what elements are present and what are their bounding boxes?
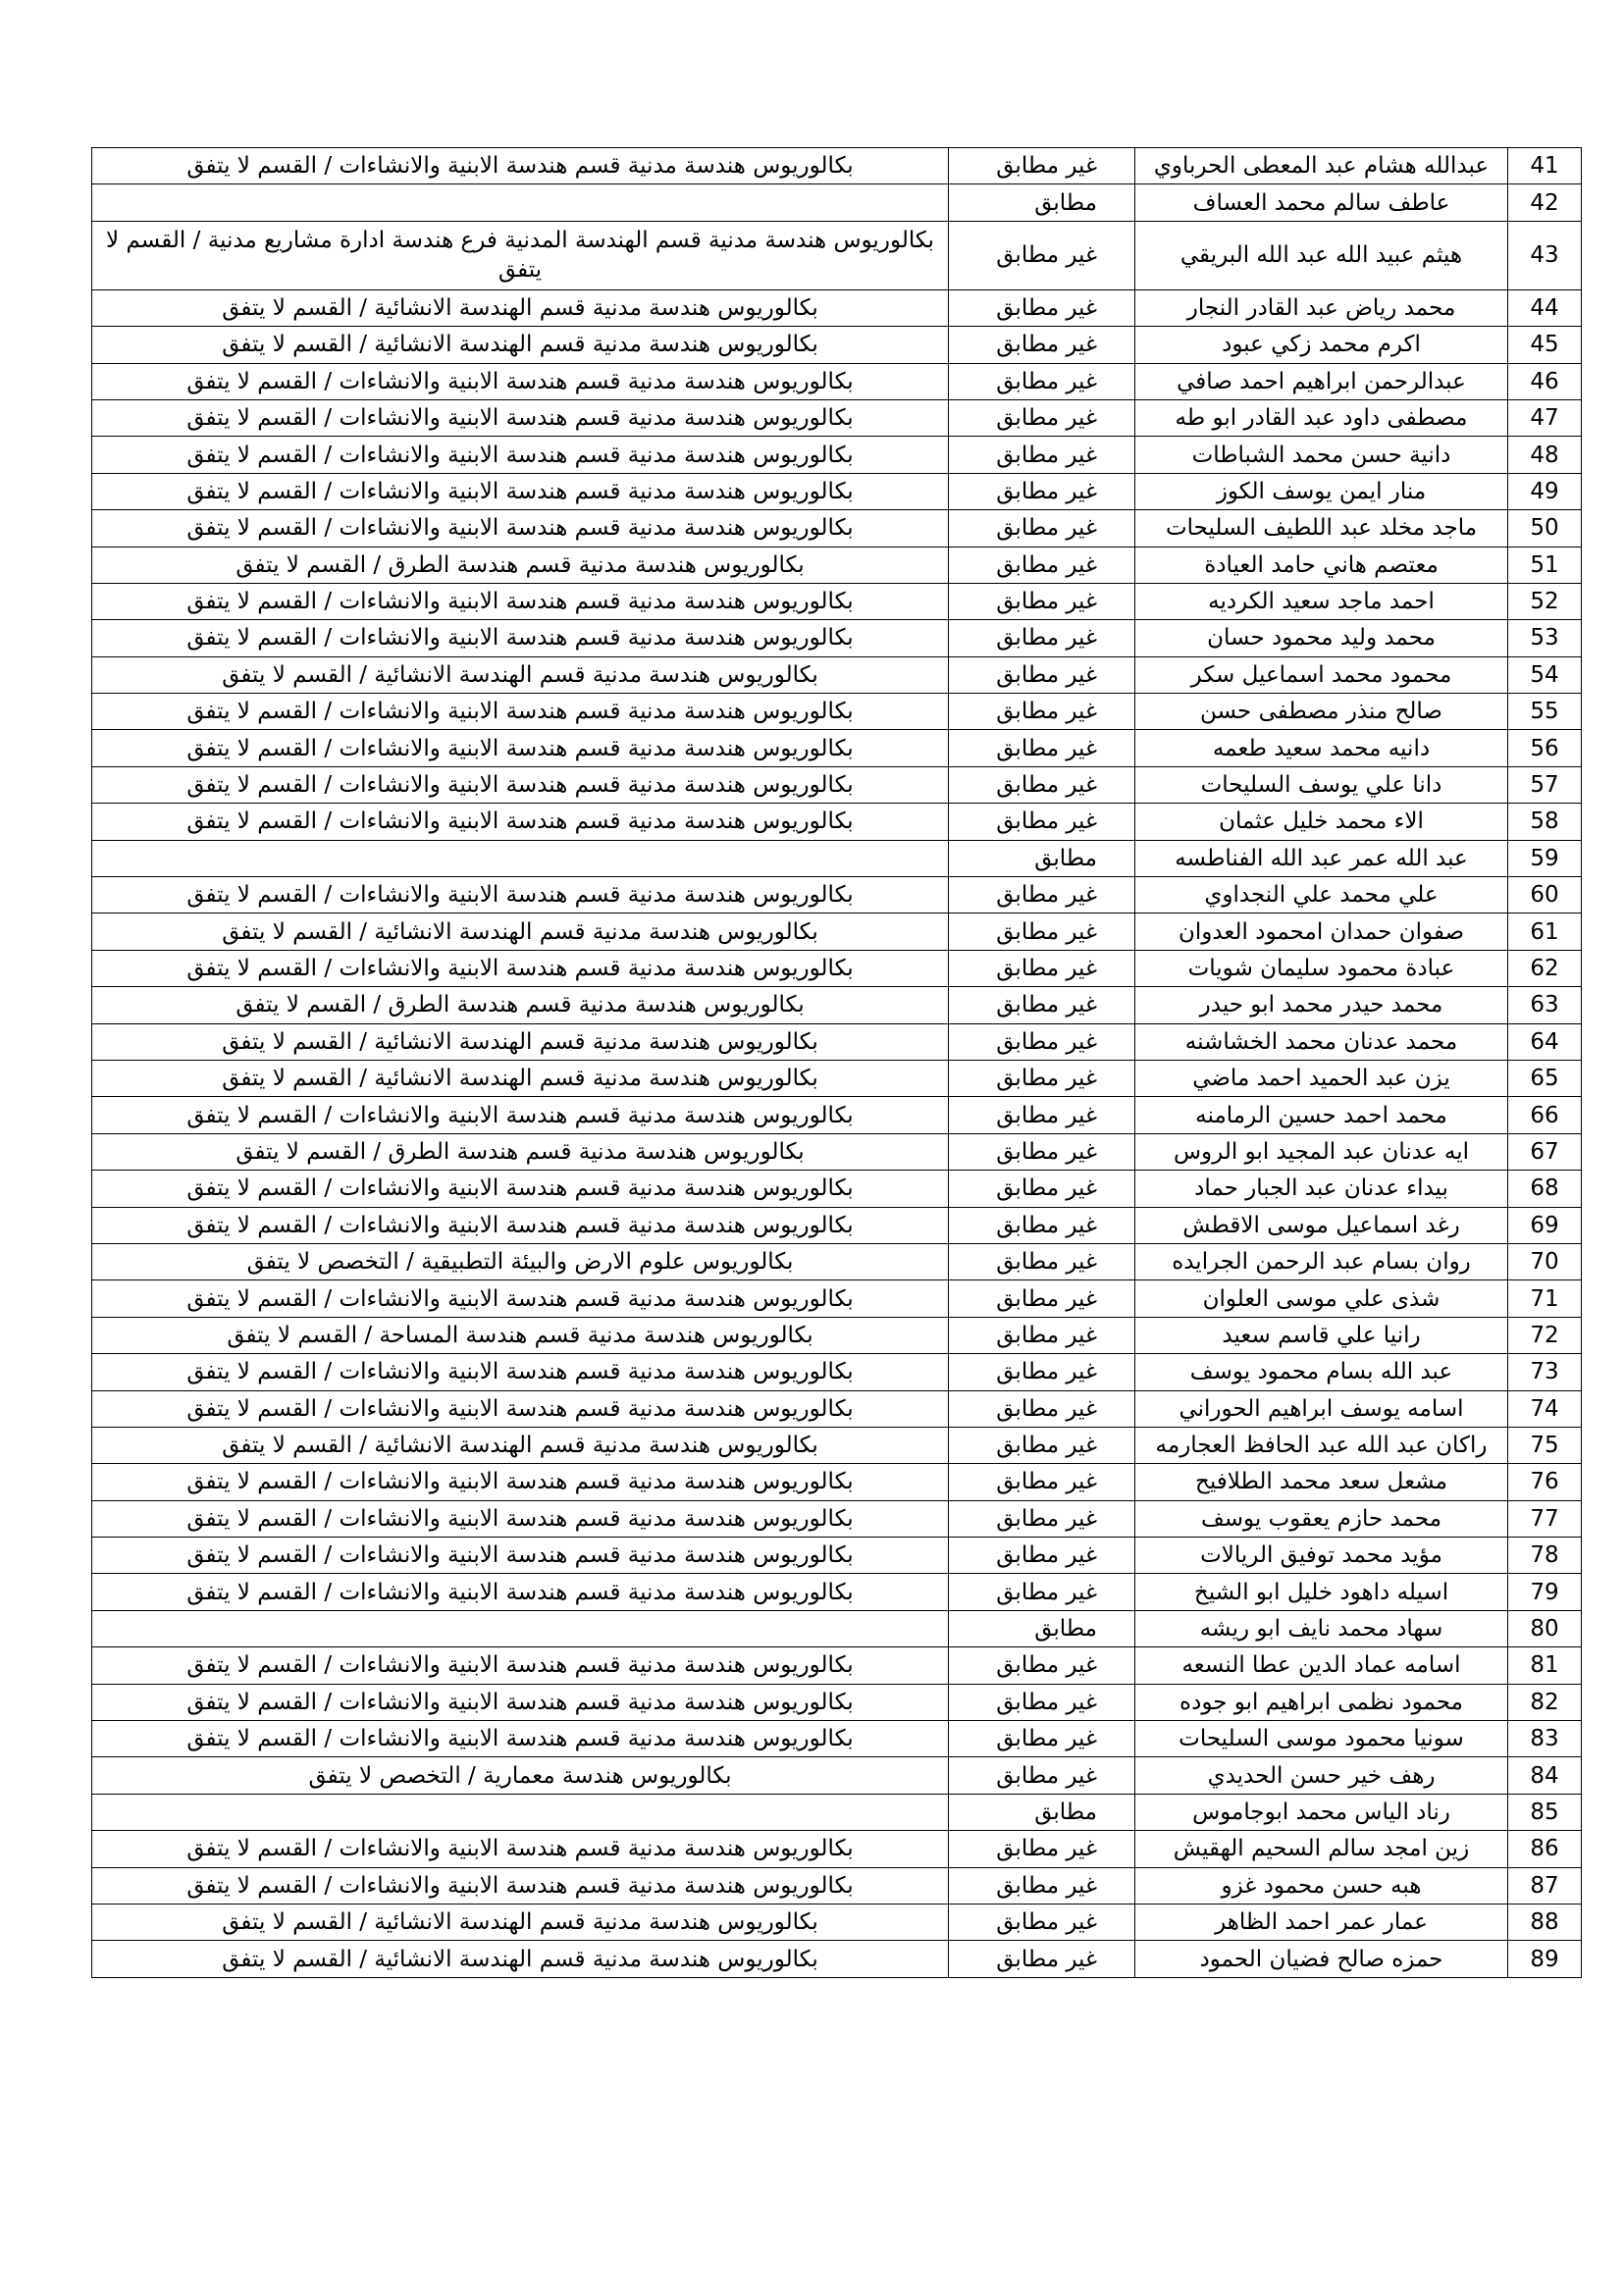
- table-body: [92, 148, 1582, 1978]
- table-row: [92, 1574, 1582, 1610]
- applicants-table: [91, 147, 1582, 1978]
- row-number: 88: [1508, 1904, 1582, 1940]
- match-status: غير مطابق: [949, 148, 1135, 184]
- match-status: غير مطابق: [949, 1207, 1135, 1243]
- match-status: غير مطابق: [949, 583, 1135, 619]
- row-number: 61: [1508, 913, 1582, 950]
- table-row: [92, 1538, 1582, 1574]
- qualification-note: بكالوريوس هندسة مدنية قسم هندسة الطرق / القسم لا يتفق: [92, 547, 949, 583]
- applicant-name: عمار عمر احمد الظاهر: [1135, 1904, 1508, 1940]
- table-row: [92, 913, 1582, 950]
- table-row: [92, 1097, 1582, 1133]
- qualification-note: بكالوريوس هندسة مدنية قسم هندسة الابنية والانشاءات / القسم لا يتفق: [92, 1500, 949, 1537]
- row-number: 77: [1508, 1500, 1582, 1537]
- qualification-note: [92, 184, 949, 221]
- match-status: غير مطابق: [949, 221, 1135, 289]
- match-status: غير مطابق: [949, 1243, 1135, 1279]
- match-status: غير مطابق: [949, 1831, 1135, 1867]
- match-status: غير مطابق: [949, 620, 1135, 656]
- table-row: [92, 1831, 1582, 1867]
- match-status: غير مطابق: [949, 804, 1135, 840]
- applicant-name: اسامه عماد الدين عطا النسعه: [1135, 1647, 1508, 1684]
- applicant-name: صفوان حمدان امحمود العدوان: [1135, 913, 1508, 950]
- applicant-name: محمد احمد حسين الرمامنه: [1135, 1097, 1508, 1133]
- table-row: [92, 148, 1582, 184]
- row-number: 84: [1508, 1757, 1582, 1794]
- table-row: [92, 1610, 1582, 1646]
- qualification-note: بكالوريوس علوم الارض والبيئة التطبيقية / التخصص لا يتفق: [92, 1243, 949, 1279]
- applicant-name: سونيا محمود موسى السليحات: [1135, 1721, 1508, 1757]
- match-status: غير مطابق: [949, 1317, 1135, 1353]
- match-status: غير مطابق: [949, 1574, 1135, 1610]
- table-row: [92, 1867, 1582, 1904]
- table-row: [92, 1171, 1582, 1207]
- qualification-note: بكالوريوس هندسة مدنية قسم هندسة الابنية والانشاءات / القسم لا يتفق: [92, 1171, 949, 1207]
- applicant-name: رانيا علي قاسم سعيد: [1135, 1317, 1508, 1353]
- match-status: غير مطابق: [949, 1427, 1135, 1463]
- qualification-note: بكالوريوس هندسة مدنية قسم هندسة الابنية والانشاءات / القسم لا يتفق: [92, 694, 949, 730]
- table-row: [92, 583, 1582, 619]
- applicant-name: منار ايمن يوسف الكوز: [1135, 473, 1508, 509]
- applicant-name: راكان عبد الله عبد الحافظ العجارمه: [1135, 1427, 1508, 1463]
- applicant-name: ايه عدنان عبد المجيد ابو الروس: [1135, 1133, 1508, 1170]
- qualification-note: بكالوريوس هندسة مدنية قسم هندسة الابنية والانشاءات / القسم لا يتفق: [92, 950, 949, 986]
- applicant-name: علي محمد علي النجداوي: [1135, 877, 1508, 913]
- table-row: [92, 950, 1582, 986]
- applicant-name: زين امجد سالم السحيم الهقيش: [1135, 1831, 1508, 1867]
- match-status: غير مطابق: [949, 510, 1135, 547]
- row-number: 60: [1508, 877, 1582, 913]
- qualification-note: بكالوريوس هندسة مدنية قسم هندسة الابنية والانشاءات / القسم لا يتفق: [92, 1574, 949, 1610]
- row-number: 44: [1508, 289, 1582, 326]
- table-row: [92, 1133, 1582, 1170]
- match-status: غير مطابق: [949, 1023, 1135, 1060]
- match-status: غير مطابق: [949, 1538, 1135, 1574]
- qualification-note: بكالوريوس هندسة مدنية قسم هندسة الابنية والانشاءات / القسم لا يتفق: [92, 1354, 949, 1390]
- row-number: 63: [1508, 987, 1582, 1023]
- qualification-note: بكالوريوس هندسة مدنية قسم الهندسة الانشائية / القسم لا يتفق: [92, 1427, 949, 1463]
- table-row: [92, 730, 1582, 766]
- table-row: [92, 1721, 1582, 1757]
- match-status: غير مطابق: [949, 987, 1135, 1023]
- qualification-note: بكالوريوس هندسة مدنية قسم هندسة الطرق / القسم لا يتفق: [92, 1133, 949, 1170]
- applicant-name: هبه حسن محمود غزو: [1135, 1867, 1508, 1904]
- applicant-name: محمد عدنان محمد الخشاشنه: [1135, 1023, 1508, 1060]
- match-status: غير مطابق: [949, 1647, 1135, 1684]
- match-status: غير مطابق: [949, 694, 1135, 730]
- row-number: 73: [1508, 1354, 1582, 1390]
- qualification-note: بكالوريوس هندسة مدنية قسم هندسة الطرق / القسم لا يتفق: [92, 987, 949, 1023]
- match-status: غير مطابق: [949, 766, 1135, 803]
- table-row: [92, 1060, 1582, 1096]
- applicant-name: محمود نظمى ابراهيم ابو جوده: [1135, 1684, 1508, 1720]
- applicant-name: دانيه محمد سعيد طعمه: [1135, 730, 1508, 766]
- row-number: 85: [1508, 1794, 1582, 1830]
- qualification-note: بكالوريوس هندسة مدنية قسم هندسة الابنية والانشاءات / القسم لا يتفق: [92, 583, 949, 619]
- row-number: 43: [1508, 221, 1582, 289]
- row-number: 78: [1508, 1538, 1582, 1574]
- row-number: 67: [1508, 1133, 1582, 1170]
- applicant-name: عبادة محمود سليمان شويات: [1135, 950, 1508, 986]
- table-row: [92, 1464, 1582, 1500]
- applicant-name: عبدالله هشام عبد المعطى الحرباوي: [1135, 148, 1508, 184]
- applicant-name: شذى علي موسى العلوان: [1135, 1280, 1508, 1317]
- applicant-name: محمد وليد محمود حسان: [1135, 620, 1508, 656]
- row-number: 81: [1508, 1647, 1582, 1684]
- table-row: [92, 363, 1582, 399]
- match-status: غير مطابق: [949, 1721, 1135, 1757]
- table-row: [92, 1317, 1582, 1353]
- match-status: غير مطابق: [949, 289, 1135, 326]
- applicant-name: يزن عبد الحميد احمد ماضي: [1135, 1060, 1508, 1096]
- row-number: 86: [1508, 1831, 1582, 1867]
- match-status: غير مطابق: [949, 1757, 1135, 1794]
- row-number: 45: [1508, 327, 1582, 363]
- qualification-note: بكالوريوس هندسة مدنية قسم الهندسة الانشائية / القسم لا يتفق: [92, 289, 949, 326]
- qualification-note: بكالوريوس هندسة مدنية قسم هندسة الابنية والانشاءات / القسم لا يتفق: [92, 877, 949, 913]
- table-row: [92, 1390, 1582, 1427]
- qualification-note: بكالوريوس هندسة معمارية / التخصص لا يتفق: [92, 1757, 949, 1794]
- applicant-name: دانية حسن محمد الشباطات: [1135, 437, 1508, 473]
- applicant-name: هيثم عبيد الله عبد الله البريقي: [1135, 221, 1508, 289]
- row-number: 55: [1508, 694, 1582, 730]
- qualification-note: بكالوريوس هندسة مدنية قسم هندسة الابنية والانشاءات / القسم لا يتفق: [92, 473, 949, 509]
- match-status: غير مطابق: [949, 1097, 1135, 1133]
- qualification-note: بكالوريوس هندسة مدنية قسم الهندسة المدنية فرع هندسة ادارة مشاريع مدنية / القسم لا يتفق: [92, 221, 949, 289]
- qualification-note: بكالوريوس هندسة مدنية قسم هندسة الابنية والانشاءات / القسم لا يتفق: [92, 363, 949, 399]
- applicant-name: مصطفى داود عبد القادر ابو طه: [1135, 399, 1508, 436]
- match-status: غير مطابق: [949, 437, 1135, 473]
- applicant-name: مشعل سعد محمد الطلافيح: [1135, 1464, 1508, 1500]
- row-number: 65: [1508, 1060, 1582, 1096]
- match-status: غير مطابق: [949, 1867, 1135, 1904]
- qualification-note: [92, 1794, 949, 1830]
- match-status: غير مطابق: [949, 1500, 1135, 1537]
- row-number: 76: [1508, 1464, 1582, 1500]
- applicant-name: محمد حيدر محمد ابو حيدر: [1135, 987, 1508, 1023]
- row-number: 57: [1508, 766, 1582, 803]
- applicant-name: الاء محمد خليل عثمان: [1135, 804, 1508, 840]
- match-status: غير مطابق: [949, 1390, 1135, 1427]
- applicant-name: محمد حازم يعقوب يوسف: [1135, 1500, 1508, 1537]
- row-number: 53: [1508, 620, 1582, 656]
- applicant-name: مؤيد محمد توفيق الريالات: [1135, 1538, 1508, 1574]
- table-row: [92, 1757, 1582, 1794]
- match-status: غير مطابق: [949, 1280, 1135, 1317]
- row-number: 72: [1508, 1317, 1582, 1353]
- row-number: 49: [1508, 473, 1582, 509]
- table-row: [92, 473, 1582, 509]
- match-status: غير مطابق: [949, 1354, 1135, 1390]
- table-row: [92, 766, 1582, 803]
- table-row: [92, 804, 1582, 840]
- table-row: [92, 987, 1582, 1023]
- qualification-note: بكالوريوس هندسة مدنية قسم هندسة المساحة / القسم لا يتفق: [92, 1317, 949, 1353]
- applicant-name: محمد رياض عبد القادر النجار: [1135, 289, 1508, 326]
- row-number: 68: [1508, 1171, 1582, 1207]
- qualification-note: بكالوريوس هندسة مدنية قسم هندسة الابنية والانشاءات / القسم لا يتفق: [92, 510, 949, 547]
- table-row: [92, 399, 1582, 436]
- applicant-name: ماجد مخلد عبد اللطيف السليحات: [1135, 510, 1508, 547]
- row-number: 75: [1508, 1427, 1582, 1463]
- match-status: غير مطابق: [949, 1904, 1135, 1940]
- qualification-note: بكالوريوس هندسة مدنية قسم الهندسة الانشائية / القسم لا يتفق: [92, 1023, 949, 1060]
- row-number: 71: [1508, 1280, 1582, 1317]
- table-row: [92, 656, 1582, 693]
- table-row: [92, 1647, 1582, 1684]
- table-row: [92, 510, 1582, 547]
- row-number: 70: [1508, 1243, 1582, 1279]
- qualification-note: بكالوريوس هندسة مدنية قسم هندسة الابنية والانشاءات / القسم لا يتفق: [92, 1721, 949, 1757]
- table-row: [92, 1794, 1582, 1830]
- table-row: [92, 327, 1582, 363]
- table-row: [92, 1207, 1582, 1243]
- table-row: [92, 437, 1582, 473]
- qualification-note: بكالوريوس هندسة مدنية قسم هندسة الابنية والانشاءات / القسم لا يتفق: [92, 1831, 949, 1867]
- match-status: غير مطابق: [949, 1133, 1135, 1170]
- applicant-name: عاطف سالم محمد العساف: [1135, 184, 1508, 221]
- applicant-name: رناد الياس محمد ابوجاموس: [1135, 1794, 1508, 1830]
- match-status: مطابق: [949, 1610, 1135, 1646]
- match-status: غير مطابق: [949, 399, 1135, 436]
- match-status: مطابق: [949, 1794, 1135, 1830]
- qualification-note: بكالوريوس هندسة مدنية قسم هندسة الابنية والانشاءات / القسم لا يتفق: [92, 1097, 949, 1133]
- applicant-name: احمد ماجد سعيد الكرديه: [1135, 583, 1508, 619]
- table-row: [92, 1280, 1582, 1317]
- table-row: [92, 1427, 1582, 1463]
- table-row: [92, 620, 1582, 656]
- table-row: [92, 221, 1582, 289]
- applicant-name: رهف خير حسن الحديدي: [1135, 1757, 1508, 1794]
- applicant-name: بيداء عدنان عبد الجبار حماد: [1135, 1171, 1508, 1207]
- qualification-note: بكالوريوس هندسة مدنية قسم الهندسة الانشائية / القسم لا يتفق: [92, 1904, 949, 1940]
- match-status: غير مطابق: [949, 1684, 1135, 1720]
- applicant-name: روان بسام عبد الرحمن الجرايده: [1135, 1243, 1508, 1279]
- match-status: غير مطابق: [949, 950, 1135, 986]
- applicant-name: اسيله داهود خليل ابو الشيخ: [1135, 1574, 1508, 1610]
- match-status: غير مطابق: [949, 547, 1135, 583]
- applicant-name: عبد الله عمر عبد الله الفناطسه: [1135, 840, 1508, 876]
- qualification-note: بكالوريوس هندسة مدنية قسم هندسة الابنية والانشاءات / القسم لا يتفق: [92, 437, 949, 473]
- qualification-note: بكالوريوس هندسة مدنية قسم الهندسة الانشائية / القسم لا يتفق: [92, 913, 949, 950]
- row-number: 82: [1508, 1684, 1582, 1720]
- qualification-note: بكالوريوس هندسة مدنية قسم هندسة الابنية والانشاءات / القسم لا يتفق: [92, 1207, 949, 1243]
- qualification-note: بكالوريوس هندسة مدنية قسم هندسة الابنية والانشاءات / القسم لا يتفق: [92, 1647, 949, 1684]
- applicant-name: اسامه يوسف ابراهيم الحوراني: [1135, 1390, 1508, 1427]
- match-status: غير مطابق: [949, 877, 1135, 913]
- qualification-note: بكالوريوس هندسة مدنية قسم الهندسة الانشائية / القسم لا يتفق: [92, 1941, 949, 1977]
- table-row: [92, 1684, 1582, 1720]
- match-status: غير مطابق: [949, 1941, 1135, 1977]
- applicant-name: محمود محمد اسماعيل سكر: [1135, 656, 1508, 693]
- row-number: 54: [1508, 656, 1582, 693]
- qualification-note: بكالوريوس هندسة مدنية قسم هندسة الابنية والانشاءات / القسم لا يتفق: [92, 620, 949, 656]
- table-row: [92, 547, 1582, 583]
- applicant-name: سهاد محمد نايف ابو ريشه: [1135, 1610, 1508, 1646]
- row-number: 79: [1508, 1574, 1582, 1610]
- table-row: [92, 1354, 1582, 1390]
- match-status: غير مطابق: [949, 1464, 1135, 1500]
- applicant-name: اكرم محمد زكي عبود: [1135, 327, 1508, 363]
- match-status: غير مطابق: [949, 363, 1135, 399]
- match-status: غير مطابق: [949, 913, 1135, 950]
- qualification-note: بكالوريوس هندسة مدنية قسم هندسة الابنية والانشاءات / القسم لا يتفق: [92, 399, 949, 436]
- qualification-note: بكالوريوس هندسة مدنية قسم هندسة الابنية والانشاءات / القسم لا يتفق: [92, 1390, 949, 1427]
- qualification-note: [92, 1610, 949, 1646]
- row-number: 66: [1508, 1097, 1582, 1133]
- table-row: [92, 289, 1582, 326]
- row-number: 62: [1508, 950, 1582, 986]
- table-row: [92, 1500, 1582, 1537]
- row-number: 89: [1508, 1941, 1582, 1977]
- qualification-note: بكالوريوس هندسة مدنية قسم هندسة الابنية والانشاءات / القسم لا يتفق: [92, 1280, 949, 1317]
- qualification-note: بكالوريوس هندسة مدنية قسم هندسة الابنية والانشاءات / القسم لا يتفق: [92, 1867, 949, 1904]
- qualification-note: بكالوريوس هندسة مدنية قسم هندسة الابنية والانشاءات / القسم لا يتفق: [92, 1684, 949, 1720]
- match-status: مطابق: [949, 840, 1135, 876]
- applicant-name: عبدالرحمن ابراهيم احمد صافي: [1135, 363, 1508, 399]
- applicant-name: حمزه صالح فضيان الحمود: [1135, 1941, 1508, 1977]
- row-number: 52: [1508, 583, 1582, 619]
- match-status: غير مطابق: [949, 656, 1135, 693]
- table-row: [92, 694, 1582, 730]
- row-number: 41: [1508, 148, 1582, 184]
- match-status: غير مطابق: [949, 1171, 1135, 1207]
- match-status: غير مطابق: [949, 730, 1135, 766]
- row-number: 59: [1508, 840, 1582, 876]
- row-number: 46: [1508, 363, 1582, 399]
- table-row: [92, 1904, 1582, 1940]
- row-number: 87: [1508, 1867, 1582, 1904]
- applicant-name: عبد الله بسام محمود يوسف: [1135, 1354, 1508, 1390]
- row-number: 74: [1508, 1390, 1582, 1427]
- table-row: [92, 1023, 1582, 1060]
- row-number: 83: [1508, 1721, 1582, 1757]
- match-status: مطابق: [949, 184, 1135, 221]
- table-row: [92, 184, 1582, 221]
- applicant-name: صالح منذر مصطفى حسن: [1135, 694, 1508, 730]
- row-number: 47: [1508, 399, 1582, 436]
- row-number: 69: [1508, 1207, 1582, 1243]
- row-number: 56: [1508, 730, 1582, 766]
- row-number: 80: [1508, 1610, 1582, 1646]
- qualification-note: بكالوريوس هندسة مدنية قسم هندسة الابنية والانشاءات / القسم لا يتفق: [92, 1538, 949, 1574]
- match-status: غير مطابق: [949, 1060, 1135, 1096]
- table-row: [92, 840, 1582, 876]
- qualification-note: بكالوريوس هندسة مدنية قسم الهندسة الانشائية / القسم لا يتفق: [92, 656, 949, 693]
- applicant-name: دانا علي يوسف السليحات: [1135, 766, 1508, 803]
- qualification-note: بكالوريوس هندسة مدنية قسم هندسة الابنية والانشاءات / القسم لا يتفق: [92, 804, 949, 840]
- applicant-name: معتصم هاني حامد العيادة: [1135, 547, 1508, 583]
- row-number: 58: [1508, 804, 1582, 840]
- qualification-note: بكالوريوس هندسة مدنية قسم هندسة الابنية والانشاءات / القسم لا يتفق: [92, 1464, 949, 1500]
- qualification-note: بكالوريوس هندسة مدنية قسم الهندسة الانشائية / القسم لا يتفق: [92, 1060, 949, 1096]
- match-status: غير مطابق: [949, 327, 1135, 363]
- match-status: غير مطابق: [949, 473, 1135, 509]
- qualification-note: [92, 840, 949, 876]
- table-row: [92, 877, 1582, 913]
- qualification-note: بكالوريوس هندسة مدنية قسم هندسة الابنية والانشاءات / القسم لا يتفق: [92, 148, 949, 184]
- row-number: 51: [1508, 547, 1582, 583]
- qualification-note: بكالوريوس هندسة مدنية قسم هندسة الابنية والانشاءات / القسم لا يتفق: [92, 730, 949, 766]
- row-number: 42: [1508, 184, 1582, 221]
- row-number: 64: [1508, 1023, 1582, 1060]
- row-number: 48: [1508, 437, 1582, 473]
- qualification-note: بكالوريوس هندسة مدنية قسم هندسة الابنية والانشاءات / القسم لا يتفق: [92, 766, 949, 803]
- row-number: 50: [1508, 510, 1582, 547]
- qualification-note: بكالوريوس هندسة مدنية قسم الهندسة الانشائية / القسم لا يتفق: [92, 327, 949, 363]
- applicant-name: رغد اسماعيل موسى الاقطش: [1135, 1207, 1508, 1243]
- table-row: [92, 1243, 1582, 1279]
- table-row: [92, 1941, 1582, 1977]
